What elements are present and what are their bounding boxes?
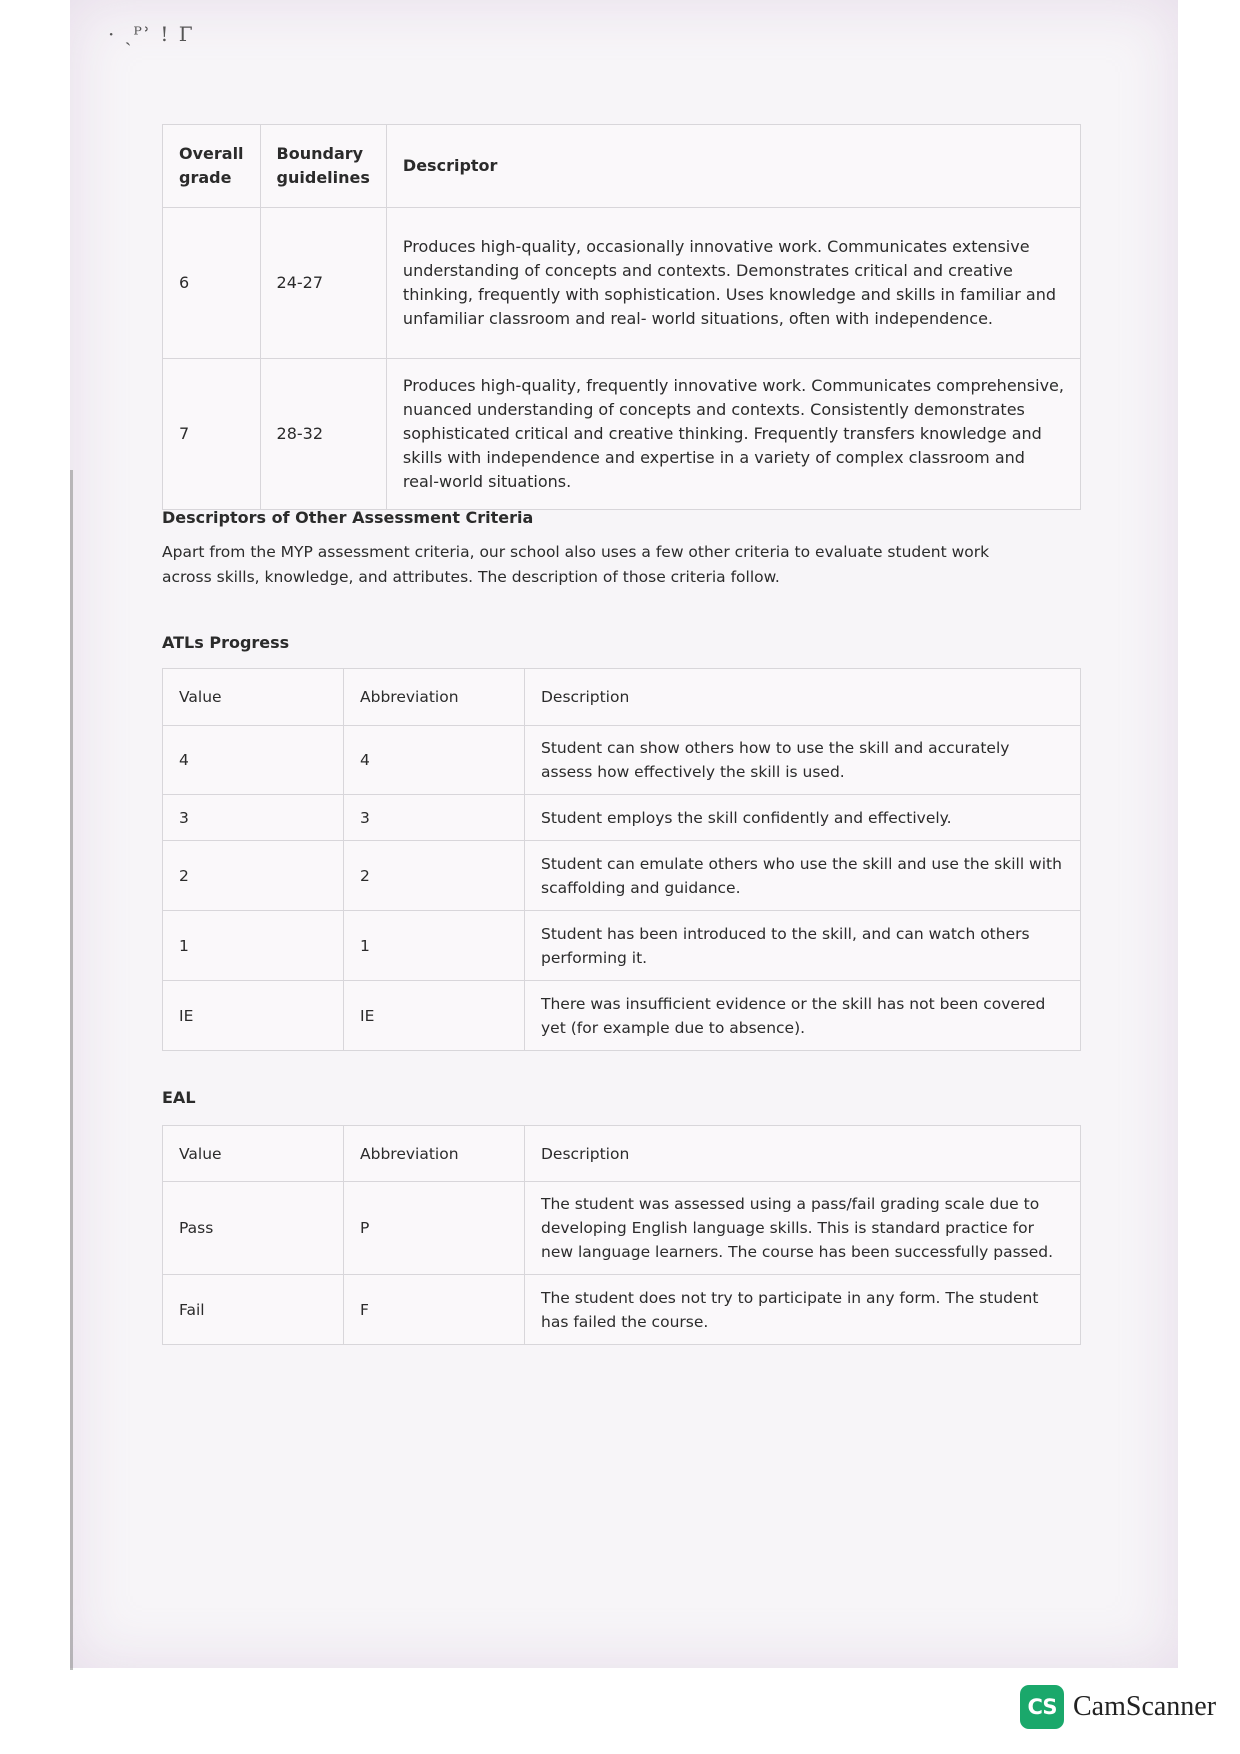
description-cell: Student can show others how to use the skill and accurately assess how effectively the skill is used. (525, 726, 1081, 795)
camscanner-logo-icon: CS (1020, 1685, 1064, 1729)
table-row (163, 726, 1081, 795)
abbreviation-cell: F (344, 1275, 525, 1345)
table-row (163, 208, 1081, 359)
abbreviation-cell: 4 (344, 726, 525, 795)
atl-heading: ATLs Progress (162, 633, 290, 652)
table-row (163, 795, 1081, 841)
table-header-row (163, 669, 1081, 726)
abbreviation-cell: 1 (344, 911, 525, 981)
header-description: Description (525, 669, 1081, 726)
grade-cell: 7 (163, 359, 261, 510)
table-row (163, 911, 1081, 981)
abbreviation-cell: P (344, 1182, 525, 1275)
eal-heading: EAL (162, 1088, 196, 1107)
description-cell: Student employs the skill confidently and effectively. (525, 795, 1081, 841)
header-abbreviation: Abbreviation (344, 669, 525, 726)
description-cell: The student was assessed using a pass/fail grading scale due to developing English language skills. This is standard practice for new language learners. The course has been successfully passed. (525, 1182, 1081, 1275)
header-value: Value (163, 1126, 344, 1182)
table-row (163, 1275, 1081, 1345)
grade-cell: 6 (163, 208, 261, 359)
abbreviation-cell: 3 (344, 795, 525, 841)
grade-boundary-table (162, 124, 1081, 510)
descriptor-cell: Produces high-quality, frequently innovative work. Communicates comprehensive, nuanced understanding of concepts and contexts. Consistently demonstrates sophisticated critical and creative thinking. Frequently transfers knowledge and skills with independence and expertise in a variety of complex classroom and real-world situations. (386, 359, 1080, 510)
page-edge-shadow (70, 470, 73, 1670)
header-overall-grade: Overall grade (163, 125, 261, 208)
header-value: Value (163, 669, 344, 726)
description-cell: Student has been introduced to the skill, and can watch others performing it. (525, 911, 1081, 981)
abbreviation-cell: 2 (344, 841, 525, 911)
camscanner-watermark (1020, 1685, 1216, 1729)
header-description: Description (525, 1126, 1081, 1182)
descriptor-cell: Produces high-quality, occasionally innovative work. Communicates extensive understanding of concepts and contexts. Demonstrates critical and creative thinking, frequently with sophistication. Uses knowledge and skills in familiar and unfamiliar classroom and real- world situations, often with independence. (386, 208, 1080, 359)
eal-table (162, 1125, 1081, 1345)
boundary-cell: 24-27 (260, 208, 386, 359)
camscanner-name: CamScanner (1073, 1691, 1217, 1722)
table-row (163, 1182, 1081, 1275)
table-row (163, 841, 1081, 911)
table-row (163, 359, 1081, 510)
description-cell: There was insufficient evidence or the skill has not been covered yet (for example due to absence). (525, 981, 1081, 1051)
atl-progress-table (162, 668, 1081, 1051)
description-cell: Student can emulate others who use the skill and use the skill with scaffolding and guidance. (525, 841, 1081, 911)
other-criteria-intro: Apart from the MYP assessment criteria, our school also uses a few other criteria to evaluate student work across skills, knowledge, and attributes. The description of those criteria follow. (162, 543, 990, 586)
table-header-row (163, 1126, 1081, 1182)
value-cell: 2 (163, 841, 344, 911)
header-boundary-guidelines: Boundary guidelines (260, 125, 386, 208)
handwritten-mark: · ˎᴾʾ ! Γ (108, 22, 195, 46)
abbreviation-cell: IE (344, 981, 525, 1051)
table-row (163, 981, 1081, 1051)
table-header-row (163, 125, 1081, 208)
description-cell: The student does not try to participate in any form. The student has failed the course. (525, 1275, 1081, 1345)
value-cell: Fail (163, 1275, 344, 1345)
value-cell: Pass (163, 1182, 344, 1275)
value-cell: 3 (163, 795, 344, 841)
boundary-cell: 28-32 (260, 359, 386, 510)
header-descriptor: Descriptor (386, 125, 1080, 208)
header-abbreviation: Abbreviation (344, 1126, 525, 1182)
other-criteria-heading: Descriptors of Other Assessment Criteria (162, 508, 534, 527)
value-cell: 1 (163, 911, 344, 981)
value-cell: IE (163, 981, 344, 1051)
value-cell: 4 (163, 726, 344, 795)
